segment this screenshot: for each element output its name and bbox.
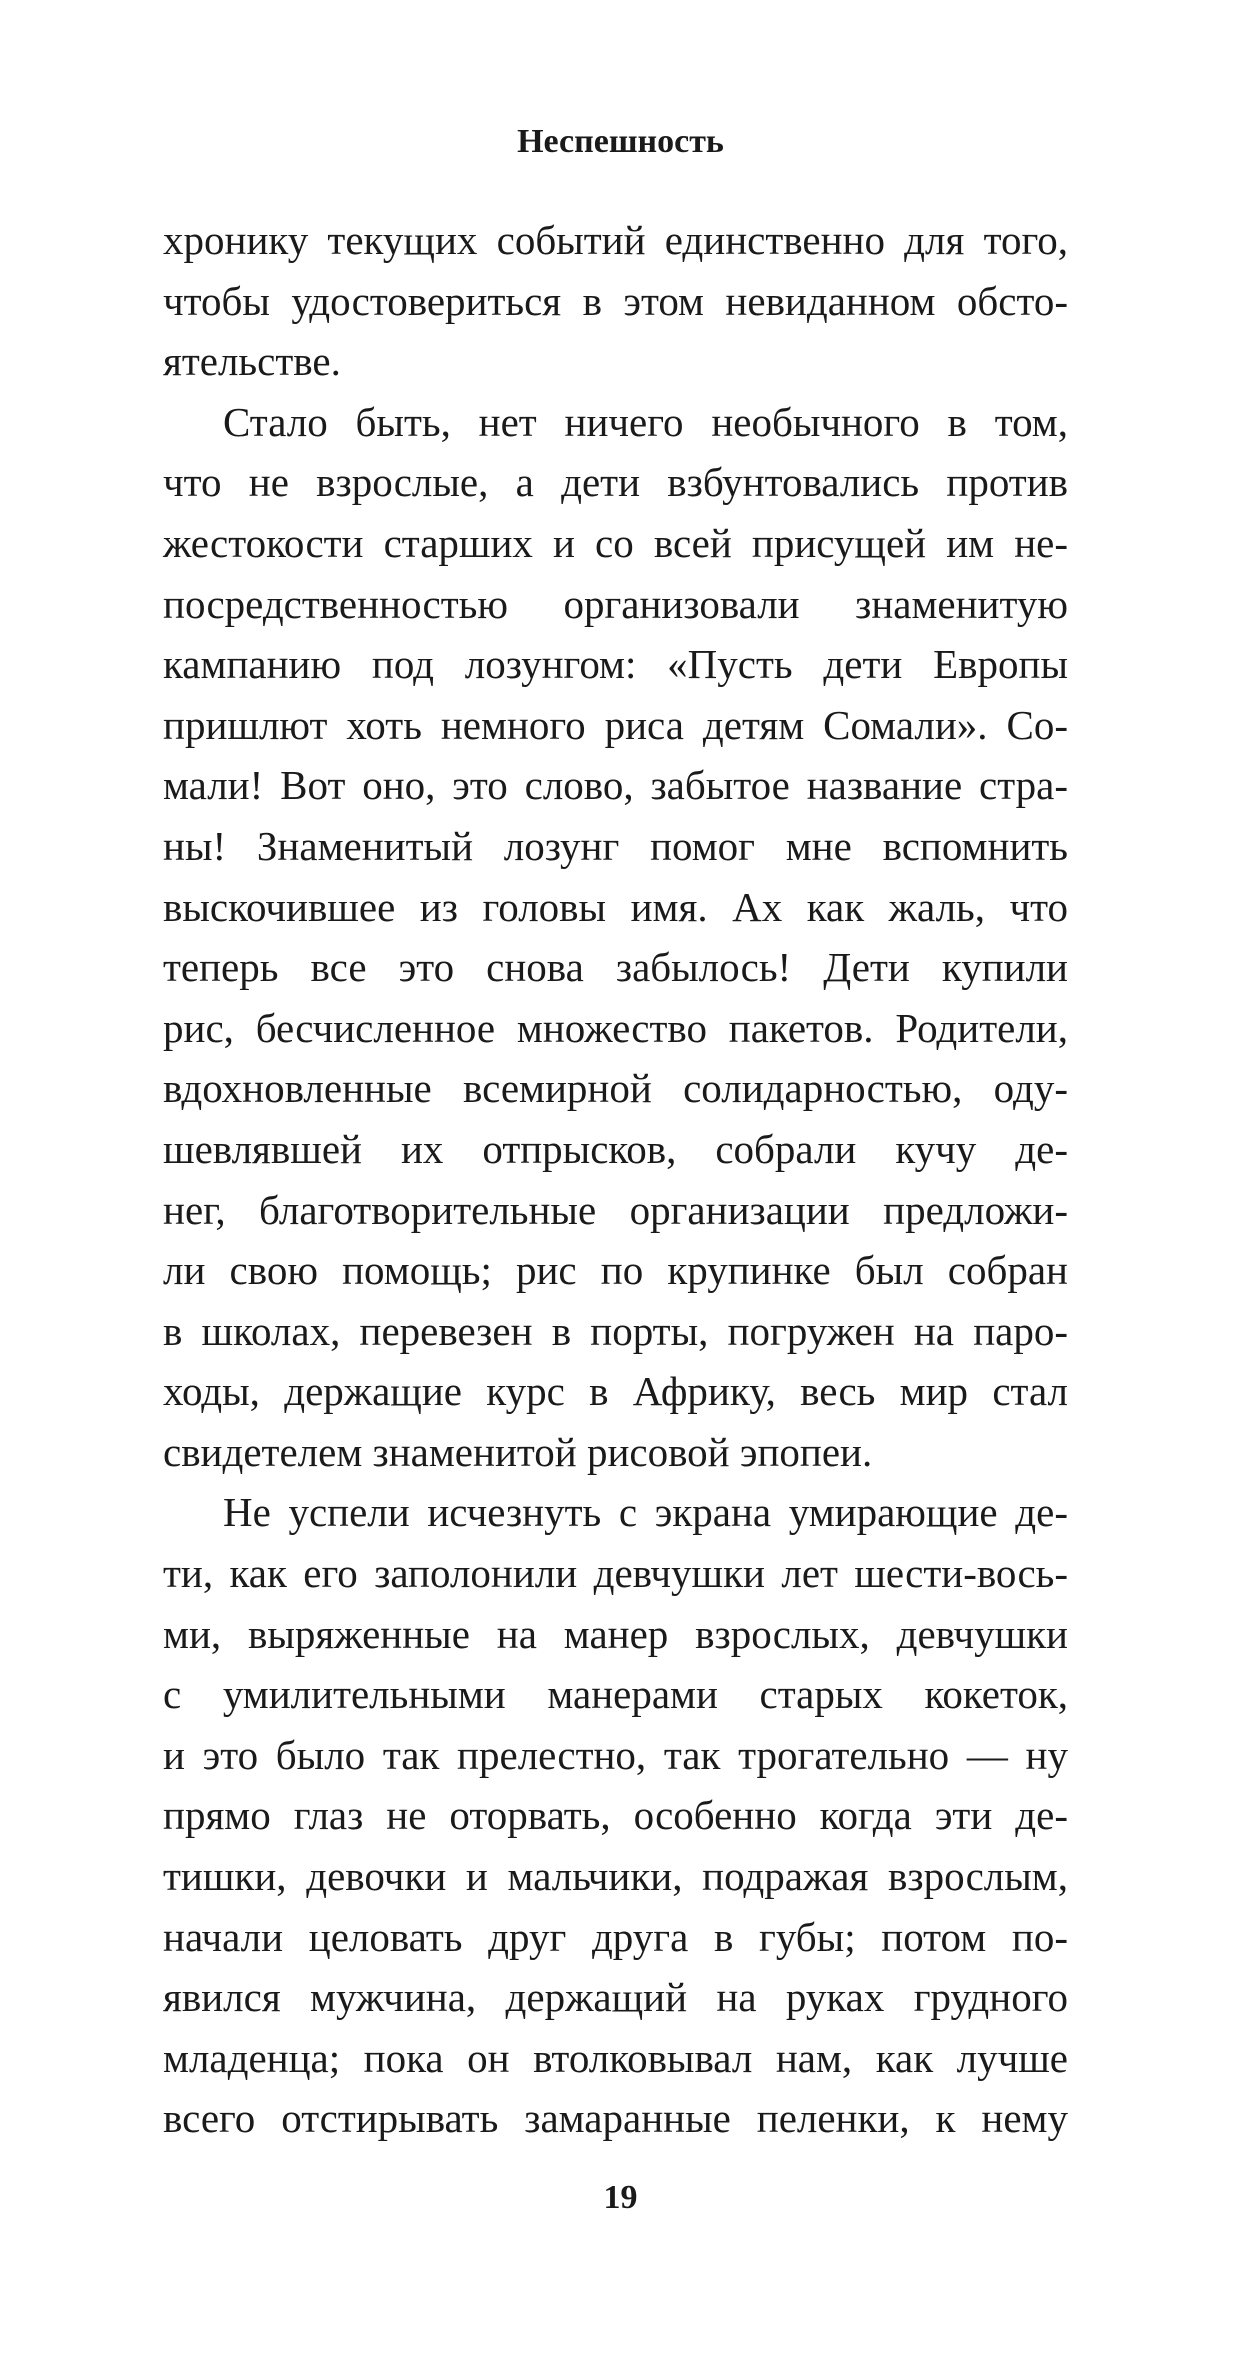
text-line: что не взрослые, а дети взбунтовались против <box>163 459 1068 506</box>
text-line: вдохновленные всемирной солидарностью, оду- <box>163 1065 1068 1112</box>
text-line: шевлявшей их отпрысков, собрали кучу де- <box>163 1125 1068 1172</box>
text-line: пришлют хоть немного риса детям Сомали». Со- <box>163 701 1068 748</box>
body-text <box>163 210 1068 2149</box>
text-line: в школах, перевезен в порты, погружен на паро- <box>163 1307 1068 1354</box>
text-line: ми, выряженные на манер взрослых, девчушки <box>163 1610 1068 1657</box>
text-line: нег, благотворительные организации предложи- <box>163 1186 1068 1233</box>
text-line: ходы, держащие курс в Африку, весь мир стал <box>163 1368 1068 1415</box>
text-line: Не успели исчезнуть с экрана умирающие де- <box>223 1489 1068 1536</box>
page-number: 19 <box>603 2179 638 2216</box>
text-line: ли свою помощь; рис по крупинке был собран <box>163 1247 1068 1294</box>
text-line: ны! Знаменитый лозунг помог мне вспомнить <box>163 822 1068 869</box>
text-line: младенца; пока он втолковывал нам, как лучше <box>163 2034 1068 2081</box>
text-line: с умилительными манерами старых кокеток, <box>163 1671 1068 1718</box>
text-line: кампанию под лозунгом: «Пусть дети Европы <box>163 641 1068 688</box>
text-line: прямо глаз не оторвать, особенно когда эти де- <box>163 1792 1068 1839</box>
text-line: ятельстве. <box>163 338 341 385</box>
text-line: Стало быть, нет ничего необычного в том, <box>223 398 1068 445</box>
text-line: всего отстирывать замаранные пеленки, к нему <box>163 2095 1068 2142</box>
text-line: и это было так прелестно, так трогательно — ну <box>163 1731 1068 1778</box>
running-head-title: Неспешность <box>517 123 724 160</box>
text-line: выскочившее из головы имя. Ах как жаль, что <box>163 883 1068 930</box>
text-line: мали! Вот оно, это слово, забытое название стра- <box>163 762 1068 809</box>
text-line: жестокости старших и со всей присущей им не- <box>163 519 1068 566</box>
text-line: тишки, девочки и мальчики, подражая взрослым, <box>163 1853 1068 1900</box>
text-line: хронику текущих событий единственно для того, <box>163 217 1068 263</box>
text-line: свидетелем знаменитой рисовой эпопеи. <box>163 1428 873 1475</box>
text-line: рис, бесчисленное множество пакетов. Родители, <box>163 1004 1068 1051</box>
text-line: чтобы удостовериться в этом невиданном обсто- <box>163 277 1068 324</box>
text-line: явился мужчина, держащий на руках грудного <box>163 1974 1068 2021</box>
text-line: ти, как его заполонили девчушки лет шести-вось- <box>163 1550 1068 1597</box>
text-line: посредственностью организовали знаменитую <box>163 580 1068 627</box>
text-line: начали целовать друг друга в губы; потом по- <box>163 1913 1068 1960</box>
text-line: теперь все это снова забылось! Дети купили <box>163 944 1068 991</box>
